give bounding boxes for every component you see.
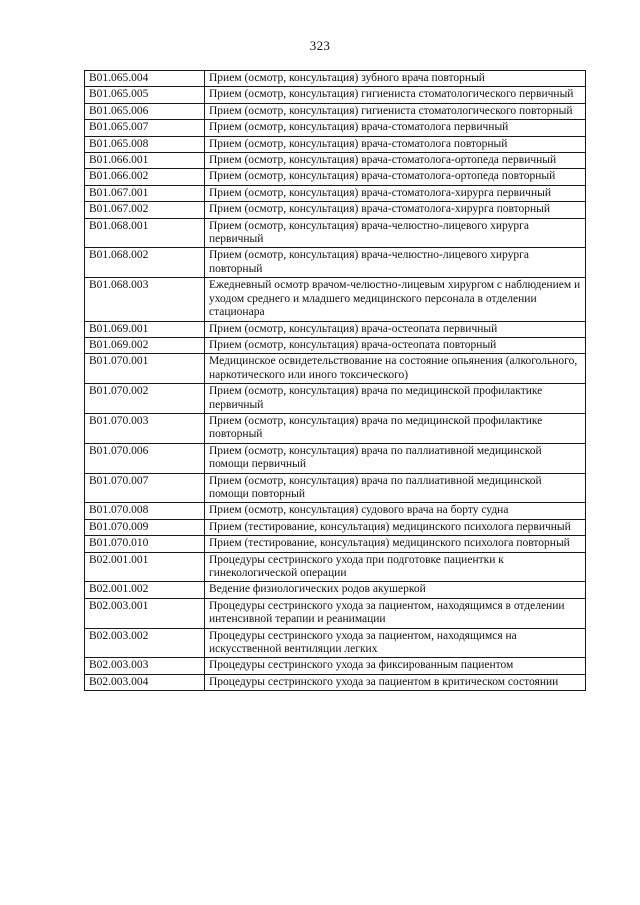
service-code: B01.067.002: [85, 202, 205, 218]
table-row: [85, 519, 586, 535]
page-number: 323: [309, 38, 331, 53]
service-code: B02.003.004: [85, 674, 205, 690]
table-row: [85, 582, 586, 598]
services-table: [84, 70, 586, 691]
table-row: [85, 71, 586, 87]
service-name: Процедуры сестринского ухода за пациентом, находящимся на искусственной вентиляции легких: [205, 628, 586, 658]
table-row: [85, 337, 586, 353]
table-row: [85, 218, 586, 248]
service-code: B01.070.002: [85, 384, 205, 414]
service-name: Прием (тестирование, консультация) медицинского психолога повторный: [205, 536, 586, 552]
service-code: B01.065.007: [85, 120, 205, 136]
service-code: B01.068.001: [85, 218, 205, 248]
service-name: Прием (осмотр, консультация) зубного врача повторный: [205, 71, 586, 87]
service-code: B02.001.002: [85, 582, 205, 598]
table-row: [85, 278, 586, 321]
table-row: [85, 354, 586, 384]
service-code: B02.003.002: [85, 628, 205, 658]
service-code: B01.065.008: [85, 136, 205, 152]
service-code: B01.070.003: [85, 413, 205, 443]
service-name: Прием (осмотр, консультация) врача-челюстно-лицевого хирурга повторный: [205, 248, 586, 278]
table-row: [85, 503, 586, 519]
service-code: B01.068.002: [85, 248, 205, 278]
service-name: Прием (осмотр, консультация) гигиениста стоматологического повторный: [205, 103, 586, 119]
table-row: [85, 536, 586, 552]
service-name: Процедуры сестринского ухода при подготовке пациентки к гинекологической операции: [205, 552, 586, 582]
service-code: B02.003.003: [85, 658, 205, 674]
service-name: Прием (осмотр, консультация) врача по медицинской профилактике повторный: [205, 413, 586, 443]
table-row: [85, 321, 586, 337]
table-row: [85, 443, 586, 473]
service-name: Прием (осмотр, консультация) врача по паллиативной медицинской помощи повторный: [205, 473, 586, 503]
table-row: [85, 674, 586, 690]
service-name: Прием (осмотр, консультация) врача-стоматолога-ортопеда первичный: [205, 153, 586, 169]
service-code: B01.066.002: [85, 169, 205, 185]
table-row: [85, 202, 586, 218]
table-row: [85, 103, 586, 119]
table-row: [85, 185, 586, 201]
service-name: Прием (осмотр, консультация) врача-стоматолога-хирурга повторный: [205, 202, 586, 218]
service-name: Ведение физиологических родов акушеркой: [205, 582, 586, 598]
service-code: B01.070.009: [85, 519, 205, 535]
service-name: Ежедневный осмотр врачом-челюстно-лицевым хирургом с наблюдением и уходом среднего и младшего медицинского персонала в отделении стационара: [205, 278, 586, 321]
table-row: [85, 598, 586, 628]
service-code: B01.070.008: [85, 503, 205, 519]
service-name: Процедуры сестринского ухода за фиксированным пациентом: [205, 658, 586, 674]
service-name: Прием (осмотр, консультация) врача по паллиативной медицинской помощи первичный: [205, 443, 586, 473]
service-name: Медицинское освидетельствование на состояние опьянения (алкогольного, наркотического или иного токсического): [205, 354, 586, 384]
service-name: Прием (осмотр, консультация) врача по медицинской профилактике первичный: [205, 384, 586, 414]
table-row: [85, 384, 586, 414]
service-code: B01.065.006: [85, 103, 205, 119]
service-code: B01.067.001: [85, 185, 205, 201]
service-code: B02.003.001: [85, 598, 205, 628]
table-body: [85, 71, 586, 691]
service-name: Прием (осмотр, консультация) судового врача на борту судна: [205, 503, 586, 519]
service-code: B01.070.006: [85, 443, 205, 473]
service-code: B01.065.005: [85, 87, 205, 103]
service-name: Процедуры сестринского ухода за пациентом, находящимся в отделении интенсивной терапии и реанимации: [205, 598, 586, 628]
table-row: [85, 169, 586, 185]
table-row: [85, 87, 586, 103]
service-name: Процедуры сестринского ухода за пациентом в критическом состоянии: [205, 674, 586, 690]
table-row: [85, 248, 586, 278]
table-row: [85, 628, 586, 658]
service-code: B01.068.003: [85, 278, 205, 321]
table-row: [85, 120, 586, 136]
service-name: Прием (осмотр, консультация) врача-стоматолога-хирурга первичный: [205, 185, 586, 201]
service-code: B01.065.004: [85, 71, 205, 87]
service-code: B01.070.001: [85, 354, 205, 384]
service-code: B01.069.001: [85, 321, 205, 337]
table-row: [85, 136, 586, 152]
service-name: Прием (осмотр, консультация) гигиениста стоматологического первичный: [205, 87, 586, 103]
table-row: [85, 153, 586, 169]
service-name: Прием (осмотр, консультация) врача-остеопата повторный: [205, 337, 586, 353]
service-code: B01.066.001: [85, 153, 205, 169]
table-row: [85, 552, 586, 582]
service-name: Прием (осмотр, консультация) врача-челюстно-лицевого хирурга первичный: [205, 218, 586, 248]
service-code: B01.070.007: [85, 473, 205, 503]
service-code: B01.069.002: [85, 337, 205, 353]
service-name: Прием (осмотр, консультация) врача-стоматолога первичный: [205, 120, 586, 136]
service-name: Прием (тестирование, консультация) медицинского психолога первичный: [205, 519, 586, 535]
service-name: Прием (осмотр, консультация) врача-остеопата первичный: [205, 321, 586, 337]
service-code: B01.070.010: [85, 536, 205, 552]
table-row: [85, 658, 586, 674]
service-code: B02.001.001: [85, 552, 205, 582]
table-row: [85, 413, 586, 443]
table-row: [85, 473, 586, 503]
service-name: Прием (осмотр, консультация) врача-стоматолога повторный: [205, 136, 586, 152]
service-name: Прием (осмотр, консультация) врача-стоматолога-ортопеда повторный: [205, 169, 586, 185]
